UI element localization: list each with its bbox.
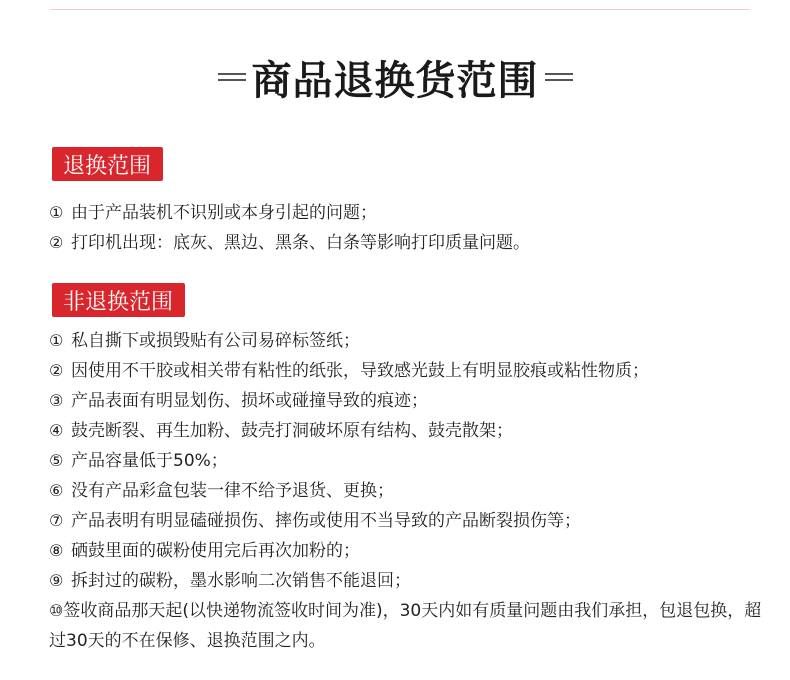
- list-item: [49, 198, 769, 228]
- item-text: 鼓壳断裂、再生加粉、鼓壳打洞破坏原有结构、鼓壳散架；: [71, 421, 513, 441]
- item-number: ②: [49, 233, 64, 252]
- return-scope-list: [49, 198, 769, 258]
- item-text: 由于产品装机不识别或本身引起的问题；: [71, 203, 377, 223]
- item-number: ⑨: [49, 571, 64, 590]
- item-text: 产品表明有明显磕碰损伤、摔伤或使用不当导致的产品断裂损伤等；: [71, 511, 581, 531]
- title-row: [0, 52, 790, 102]
- list-item: [49, 356, 769, 386]
- item-number: ⑥: [49, 481, 64, 500]
- item-text: 硒鼓里面的碳粉使用完后再次加粉的；: [71, 541, 360, 561]
- non-return-scope-badge: 非退换范围: [52, 283, 185, 317]
- title-right-decoration: [545, 73, 573, 81]
- page-title: 商品退换货范围: [251, 57, 539, 104]
- list-item: [49, 476, 769, 506]
- title-left-decoration: [218, 73, 246, 81]
- item-number: ⑧: [49, 541, 64, 560]
- non-return-scope-list: [49, 326, 769, 656]
- list-item: [49, 326, 769, 356]
- list-item: [49, 446, 769, 476]
- list-item: [49, 536, 769, 566]
- item-number: ③: [49, 391, 64, 410]
- item-text: 没有产品彩盒包装一律不给予退货、更换；: [71, 481, 394, 501]
- item-number: ①: [49, 203, 64, 222]
- item-text: 产品表面有明显划伤、损坏或碰撞导致的痕迹；: [71, 391, 428, 411]
- item-text: 签收商品那天起(以快递物流签收时间为准)，30天内如有质量问题由我们承担，包退包换，超过30天的不在保修、退换范围之内。: [49, 601, 762, 651]
- item-text: 产品容量低于50%；: [71, 451, 228, 471]
- item-text: 因使用不干胶或相关带有粘性的纸张，导致感光鼓上有明显胶痕或粘性物质；: [71, 361, 649, 381]
- list-item: [49, 596, 769, 656]
- list-item: [49, 566, 769, 596]
- return-scope-badge: 退换范围: [52, 147, 163, 181]
- top-divider: [50, 9, 750, 10]
- item-text: 拆封过的碳粉，墨水影响二次销售不能退回；: [71, 571, 411, 591]
- list-item: [49, 228, 769, 258]
- item-text: 打印机出现：底灰、黑边、黑条、白条等影响打印质量问题。: [71, 233, 530, 253]
- item-number: ⑦: [49, 511, 64, 530]
- list-item: [49, 416, 769, 446]
- list-item: [49, 506, 769, 536]
- item-number: ⑩: [49, 601, 64, 620]
- list-item: [49, 386, 769, 416]
- item-number: ⑤: [49, 451, 64, 470]
- item-number: ①: [49, 331, 64, 350]
- item-text: 私自撕下或损毁贴有公司易碎标签纸；: [71, 331, 360, 351]
- item-number: ④: [49, 421, 64, 440]
- item-number: ②: [49, 361, 64, 380]
